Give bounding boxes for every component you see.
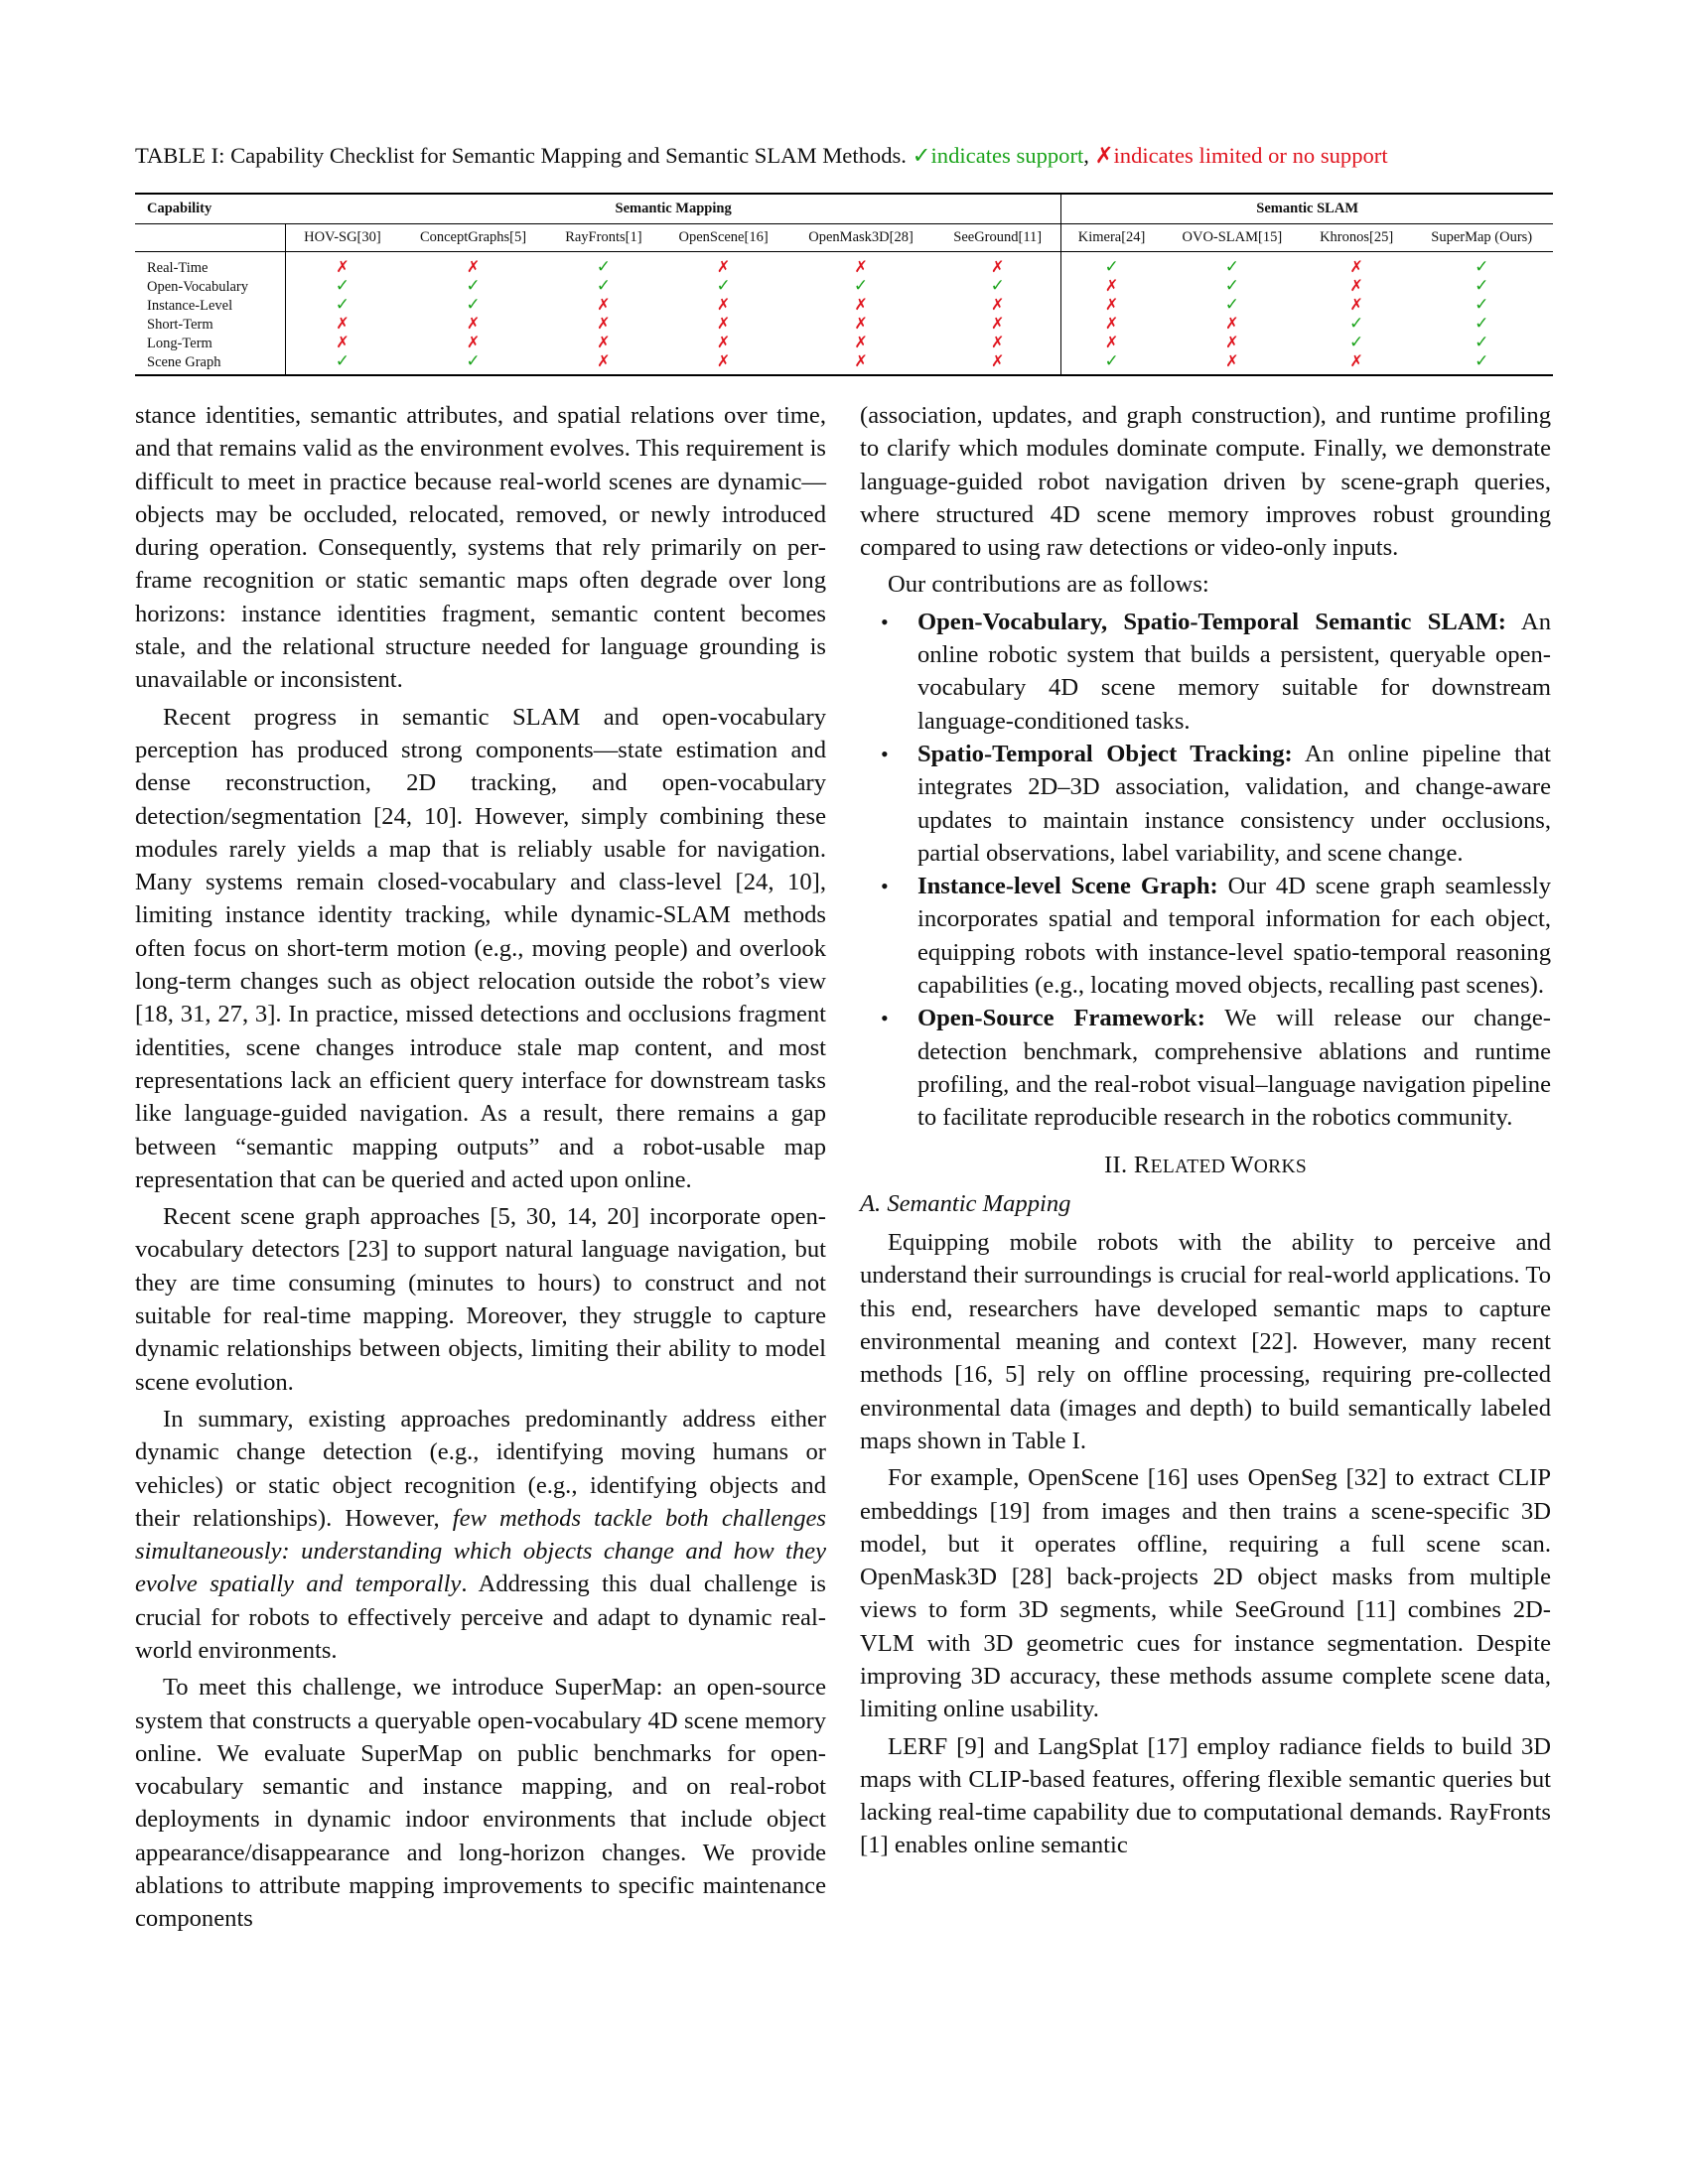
table-cell [1410, 334, 1553, 352]
cross-icon: ✗ [466, 315, 481, 333]
cross-icon: ✗ [991, 352, 1005, 370]
cross-icon: ✗ [854, 258, 868, 276]
check-icon: ✓ [335, 351, 351, 370]
check-icon: ✓ [1349, 314, 1364, 333]
cross-icon: ✗ [991, 315, 1005, 333]
paragraph: Recent progress in semantic SLAM and open-vocabulary perception has produced strong components—state estimation and dense reconstruction, 2D tracking, and open-vocabulary detection/segmentation [24, 10]. However, simply combining these modules rarely yields a map that is reliably usable for navigation. Many systems remain closed-vocabulary and class-level [24, 10], limiting instance identity tracking, while dynamic-SLAM methods often focus on short-term motion (e.g., moving people) and overlook long-term changes such as object relocation outside the robot’s view [18, 31, 27, 3]. In practice, missed detections and occlusions fragment identities, scene changes introduce stale map content, and most representations lack an efficient query interface for downstream tasks like language-guided navigation. As a result, there remains a gap between “semantic mapping outputs” and a robot-usable map representation that can be queried and acted upon online. [135, 703, 826, 1193]
check-icon: ✓ [466, 351, 481, 370]
paragraph: LERF [9] and LangSplat [17] employ radiance fields to build 3D maps with CLIP-based features, offering flexible semantic queries but lacking real-time capability due to computational demands. RayFronts [1] enables online semantic [860, 1732, 1551, 1859]
check-icon: ✓ [1224, 295, 1239, 314]
table-cell [1061, 334, 1162, 352]
cross-icon: ✗ [716, 258, 731, 276]
paragraph: (association, updates, and graph construction), and runtime profiling to clarify which modules dominate compute. Finally, we demonstrate language-guided robot navigation driven by scene-graph queries, where structured 4D scene memory improves robust grounding compared to using raw detections or video-only inputs. [860, 402, 1551, 562]
row-label: Scene Graph [135, 352, 286, 375]
emphasis-text: few methods tackle both challenges simultaneously: understanding which objects change and how they evolve spatially and temporally [135, 1504, 826, 1598]
method-header: RayFronts[1] [548, 224, 660, 252]
caption-limited-text: indicates limited or no support [1113, 143, 1388, 168]
cross-icon: ✗ [597, 352, 611, 370]
paragraph [135, 1403, 826, 1667]
bullet-text: We will release our change-detection benchmark, comprehensive ablations and runtime profiling, and the real-robot visual–language navigation pipeline to facilitate reproducible research in the robotics community. [917, 1005, 1551, 1132]
section-heading [860, 1149, 1551, 1183]
table-cell [934, 334, 1061, 352]
table-cell [934, 296, 1061, 315]
cross-icon: ✗ [1104, 334, 1119, 351]
table-row [135, 252, 1553, 278]
table-row [135, 296, 1553, 315]
check-icon: ✓ [853, 276, 869, 295]
table-cell [1410, 296, 1553, 315]
bullet-title: Spatio-Temporal Object Tracking: [917, 740, 1293, 767]
check-icon: ✓ [1224, 276, 1239, 295]
check-icon: ✓ [335, 295, 351, 314]
table-cell [1303, 252, 1411, 278]
table-cell [659, 334, 787, 352]
table-cell [398, 315, 547, 334]
check-icon: ✓ [1224, 257, 1239, 276]
list-item [860, 1002, 1551, 1134]
paragraph: For example, OpenScene [16] uses OpenSeg [32] to extract CLIP embeddings [19] from images and then trains a scene-specific 3D model, but it operates offline, requiring a full scene scan. OpenMask3D [28] back-projects 2D object masks from multiple views to form 3D segments, while SeeGround [11] combines 2D-VLM with 3D geometric cues for instance segmentation. Despite improving 3D accuracy, these methods assume complete scene data, limiting online usability. [860, 1464, 1551, 1723]
table-cell [398, 352, 547, 375]
table-cell [1410, 277, 1553, 296]
table-cell [787, 352, 934, 375]
bullet-icon: • [881, 741, 889, 766]
table-cell [934, 315, 1061, 334]
table-cell [548, 352, 660, 375]
check-icon: ✓ [990, 276, 1005, 295]
table-cell [787, 334, 934, 352]
section-letter: W [1230, 1151, 1254, 1178]
table-cell [548, 277, 660, 296]
table-cell [934, 252, 1061, 278]
cross-icon: ✗ [597, 296, 611, 314]
cross-icon: ✗ [854, 315, 868, 333]
cross-icon: ✗ [336, 315, 350, 333]
table-cell [286, 252, 399, 278]
table-cell [1162, 352, 1303, 375]
check-icon: ✓ [1104, 351, 1119, 370]
table-cell [659, 352, 787, 375]
table-cell [1303, 315, 1411, 334]
method-header: ConceptGraphs[5] [398, 224, 547, 252]
table-cell [548, 296, 660, 315]
section-smallcaps: ORKS [1253, 1156, 1307, 1177]
bullet-title: Instance-level Scene Graph: [917, 873, 1218, 900]
cross-icon: ✗ [854, 334, 868, 351]
bullet-title: Open-Source Framework: [917, 1005, 1205, 1032]
cross-icon: ✗ [1104, 277, 1119, 295]
table-cell [1061, 315, 1162, 334]
table-cell [1162, 252, 1303, 278]
cross-icon: ✗ [466, 334, 481, 351]
table-cell [1061, 296, 1162, 315]
check-icon: ✓ [596, 276, 611, 295]
bullet-text: An online robotic system that builds a persistent, queryable open-vocabulary 4D scene memory suitable for downstream language-conditioned tasks. [917, 608, 1551, 735]
table-cell [787, 252, 934, 278]
check-icon: ✓ [466, 276, 481, 295]
cross-icon: ✗ [716, 352, 731, 370]
caption-support-text: indicates support [930, 143, 1084, 168]
check-icon: ✓ [466, 295, 481, 314]
cross-icon: ✗ [854, 296, 868, 314]
cross-icon: ✗ [991, 334, 1005, 351]
method-header: OVO-SLAM[15] [1162, 224, 1303, 252]
table-cell [548, 334, 660, 352]
check-icon: ✓ [335, 276, 351, 295]
table-cell [659, 252, 787, 278]
row-label: Short-Term [147, 316, 213, 333]
cross-icon: ✗ [716, 296, 731, 314]
table-cell [659, 296, 787, 315]
method-header: SuperMap (Ours) [1410, 224, 1553, 252]
section-letter: R [1133, 1151, 1151, 1178]
caption-text: TABLE I: Capability Checklist for Semantic Mapping and Semantic SLAM Methods. [135, 143, 913, 168]
capability-table [135, 193, 1553, 376]
method-header: HOV-SG[30] [286, 224, 399, 252]
cross-icon: ✗ [854, 352, 868, 370]
paragraph: To meet this challenge, we introduce SuperMap: an open-source system that constructs a queryable open-vocabulary 4D scene memory online. We evaluate SuperMap on public benchmarks for open-vocabulary semantic and instance mapping, and on real-robot deployments in dynamic indoor environments that include object appearance/disappearance and long-horizon changes. We provide ablations to attribute mapping improvements to specific maintenance components [135, 1674, 826, 1933]
cross-icon: ✗ [1225, 334, 1239, 351]
capability-header: Capability [135, 194, 286, 224]
table-cell [1162, 315, 1303, 334]
method-header: OpenMask3D[28] [787, 224, 934, 252]
table-row [135, 352, 1553, 375]
paragraph: Our contributions are as follows: [888, 571, 1209, 599]
table-caption [135, 141, 1555, 170]
table-cell [286, 334, 399, 352]
check-icon: ✓ [1104, 257, 1119, 276]
table-cell [1061, 252, 1162, 278]
paragraph-text: In summary, existing approaches predominantly address either dynamic change detection (e.g., identifying moving humans or vehicles) or static object recognition (e.g., identifying objects and their relationships). However, [135, 1405, 826, 1532]
check-icon: ✓ [1475, 333, 1489, 351]
cross-icon: ✗ [1225, 315, 1239, 333]
table-row [135, 315, 1553, 334]
check-icon: ✓ [912, 143, 931, 168]
empty-header [135, 224, 286, 252]
cross-icon: ✗ [716, 334, 731, 351]
cross-icon: ✗ [1349, 296, 1363, 314]
table-cell [1303, 277, 1411, 296]
table-cell [286, 296, 399, 315]
cross-icon: ✗ [1349, 277, 1363, 295]
bullet-title: Open-Vocabulary, Spatio-Temporal Semantic SLAM: [917, 608, 1506, 635]
table-cell [398, 296, 547, 315]
table-cell [659, 277, 787, 296]
table-cell [1162, 334, 1303, 352]
table-cell [286, 352, 399, 375]
table-cell [1162, 277, 1303, 296]
cross-icon: ✗ [1349, 352, 1363, 370]
table-cell [548, 252, 660, 278]
table-cell [1303, 352, 1411, 375]
section-number: II. [1104, 1151, 1134, 1178]
section-smallcaps: ELATED [1150, 1156, 1231, 1177]
bullet-icon: • [881, 609, 889, 634]
table-cell [934, 352, 1061, 375]
check-icon: ✓ [1349, 333, 1364, 351]
bullet-icon: • [881, 1006, 889, 1031]
method-header: SeeGround[11] [934, 224, 1061, 252]
table-cell [1410, 352, 1553, 375]
subsection-heading: A. Semantic Mapping [860, 1189, 1071, 1217]
paragraph: stance identities, semantic attributes, and spatial relations over time, and that remains valid as the environment evolves. This requirement is difficult to meet in practice because real-world scenes are dynamic—objects may be occluded, relocated, removed, or newly introduced during operation. Consequently, systems that rely primarily on per-frame recognition or static semantic maps often degrade over long horizons: instance identities fragment, semantic content becomes stale, and the relational structure needed for language grounding is unavailable or inconsistent. [135, 402, 826, 694]
row-label: Long-Term [147, 335, 212, 351]
list-item [860, 870, 1551, 1002]
table-cell [1410, 315, 1553, 334]
table-cell [1162, 296, 1303, 315]
table-cell [398, 334, 547, 352]
table-cell [787, 296, 934, 315]
group-semantic-slam: Semantic SLAM [1061, 194, 1553, 224]
cross-icon: ✗ [716, 315, 731, 333]
table-cell [286, 277, 399, 296]
cross-icon: ✗ [1104, 296, 1119, 314]
paragraph: Equipping mobile robots with the ability to perceive and understand their surroundings is crucial for real-world applications. To this end, researchers have developed semantic maps to capture environmental meaning and context [22]. However, many recent methods [16, 5] rely on offline processing, requiring pre-collected environmental data (images and depth) to build semantically labeled maps shown in Table I. [860, 1229, 1551, 1454]
check-icon: ✓ [1475, 276, 1489, 295]
cross-icon: ✗ [1225, 352, 1239, 370]
row-label: Instance-Level [147, 297, 233, 314]
check-icon: ✓ [1475, 351, 1489, 370]
bullet-text: Our 4D scene graph seamlessly incorporates spatial and temporal information for each object, equipping robots with instance-level spatio-temporal reasoning capabilities (e.g., locating moved objects, recalling past scenes). [917, 873, 1551, 1000]
cross-icon: ✗ [991, 296, 1005, 314]
table-cell [787, 277, 934, 296]
caption-separator: , [1083, 143, 1095, 168]
table-row [135, 277, 1553, 296]
list-item [860, 606, 1551, 738]
bullet-icon: • [881, 874, 889, 899]
check-icon: ✓ [1475, 257, 1489, 276]
cross-icon: ✗ [336, 334, 350, 351]
method-header: Khronos[25] [1303, 224, 1411, 252]
group-semantic-mapping: Semantic Mapping [286, 194, 1061, 224]
check-icon: ✓ [1475, 314, 1489, 333]
bullet-text: An online pipeline that integrates 2D–3D association, validation, and change-aware updates to maintain instance consistency under occlusions, partial observations, label variability, and scene change. [917, 740, 1551, 867]
paragraph: Recent scene graph approaches [5, 30, 14, 20] incorporate open-vocabulary detectors [23] to support natural language navigation, but they are time consuming (minutes to hours) to construct and not suitable for real-time mapping. Moreover, they struggle to capture dynamic relationships between objects, limiting their ability to model scene evolution. [135, 1203, 826, 1396]
method-header: Kimera[24] [1061, 224, 1162, 252]
cross-icon: ✗ [597, 334, 611, 351]
table-cell [548, 315, 660, 334]
paragraph-text: . Addressing this dual challenge is crucial for robots to effectively perceive and adapt to dynamic real-world environments. [135, 1570, 826, 1664]
table-cell [1061, 352, 1162, 375]
table-cell [934, 277, 1061, 296]
table-cell [398, 252, 547, 278]
method-header: OpenScene[16] [659, 224, 787, 252]
table-cell [398, 277, 547, 296]
cross-icon: ✗ [1094, 143, 1114, 168]
right-column [860, 399, 1551, 1866]
check-icon: ✓ [1475, 295, 1489, 314]
row-label: Real-Time [147, 259, 209, 276]
left-column [135, 399, 826, 1940]
check-icon: ✓ [596, 257, 611, 276]
table-cell [1303, 334, 1411, 352]
table-cell [787, 315, 934, 334]
row-label: Open-Vocabulary [147, 278, 249, 295]
cross-icon: ✗ [336, 258, 350, 276]
cross-icon: ✗ [1349, 258, 1363, 276]
table-cell [1410, 252, 1553, 278]
cross-icon: ✗ [597, 315, 611, 333]
cross-icon: ✗ [991, 258, 1005, 276]
table-cell [1061, 277, 1162, 296]
table-cell [659, 315, 787, 334]
table-cell [1303, 296, 1411, 315]
table-row [135, 334, 1553, 352]
cross-icon: ✗ [466, 258, 481, 276]
contribution-list [860, 606, 1551, 1135]
list-item [860, 738, 1551, 870]
check-icon: ✓ [716, 276, 731, 295]
cross-icon: ✗ [1104, 315, 1119, 333]
table-cell [286, 315, 399, 334]
